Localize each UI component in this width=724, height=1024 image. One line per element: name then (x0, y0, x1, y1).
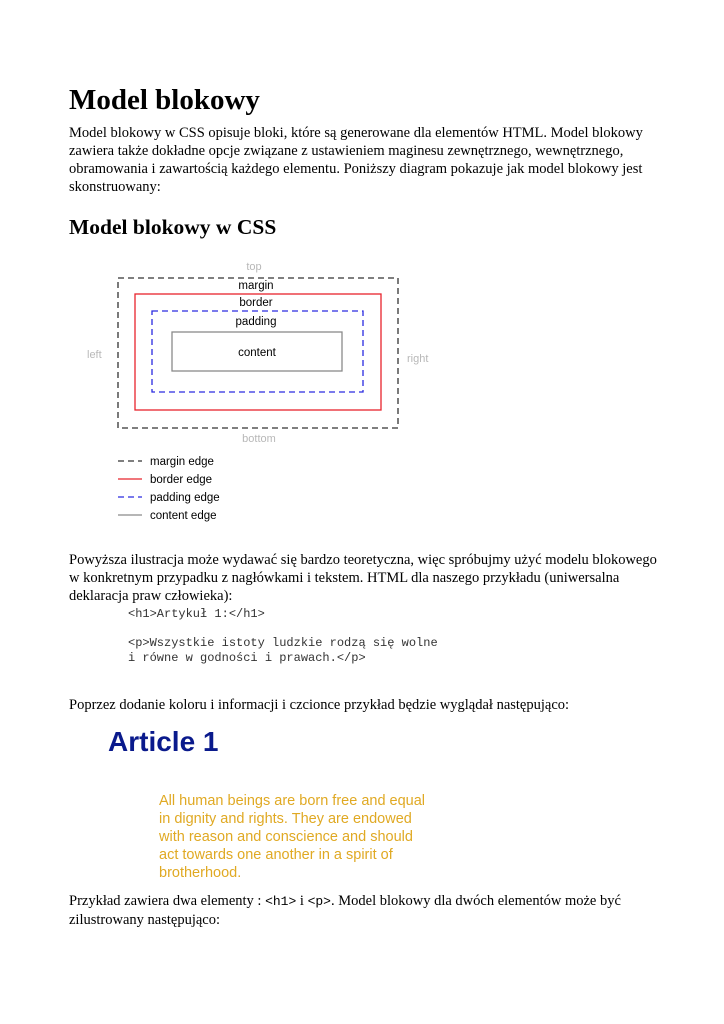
page-title: Model blokowy (69, 84, 260, 116)
example-body-line: brotherhood. (159, 865, 242, 881)
label-content: content (238, 347, 276, 359)
paragraph-4-text: i (296, 893, 308, 909)
example-body (159, 792, 439, 882)
label-top: top (246, 261, 262, 273)
label-border: border (239, 297, 273, 309)
styled-example-image (100, 722, 460, 882)
paragraph-4 (69, 892, 659, 929)
section-title: Model blokowy w CSS (69, 215, 277, 239)
example-body-line: All human beings are born free and equal (159, 793, 426, 809)
legend-content-edge: content edge (150, 510, 217, 522)
label-right: right (407, 353, 429, 365)
code-line-1: <h1>Artykuł 1:</h1> (128, 607, 265, 621)
label-bottom: bottom (242, 433, 276, 445)
example-body-line: with reason and conscience and should (159, 829, 413, 845)
inline-code-h1: <h1> (265, 894, 297, 909)
box-model-diagram (80, 256, 460, 532)
legend-margin-edge: margin edge (150, 456, 214, 468)
code-line-2: <p>Wszystkie istoty ludzkie rodzą się wolne (128, 636, 438, 650)
label-left: left (87, 349, 102, 361)
example-heading: Article 1 (108, 726, 219, 757)
paragraph-3: Poprzez dodanie koloru i informacji i czcionce przykład będzie wyglądał następująco: (69, 697, 570, 713)
legend-padding-edge: padding edge (150, 492, 220, 504)
legend-border-edge: border edge (150, 474, 213, 486)
inline-code-p: <p> (307, 894, 331, 909)
paragraph-4-text: . Model blokowy dla dwóch elementów może być zilustrowany następująco: (69, 893, 621, 928)
label-margin: margin (238, 280, 274, 292)
example-body-line: act towards one another in a spirit of (159, 847, 393, 863)
code-line-3: i równe w godności i prawach.</p> (128, 651, 366, 665)
intro-paragraph: Model blokowy w CSS opisuje bloki, które są generowane dla elementów HTML. Model blokowy zawiera także dokładne opcje związane z ustawieniem maginesu zewnętrznego, wewnętrznego, obramowania i zawartością każdego elementu. Poniższy diagram pokazuje jak model blokowy jest skonstruowany: (69, 125, 643, 195)
example-body-line: in dignity and rights. They are endowed (159, 811, 412, 827)
paragraph-2: Powyższa ilustracja może wydawać się bardzo teoretyczna, więc spróbujmy użyć modelu blokowego w konkretnym przypadku z nagłówkami i tekstem. HTML dla naszego przykładu (uniwersalna deklaracja praw człowieka): (69, 552, 657, 604)
label-padding: padding (235, 316, 277, 328)
paragraph-4-text: Przykład zawiera dwa elementy : (69, 893, 266, 909)
